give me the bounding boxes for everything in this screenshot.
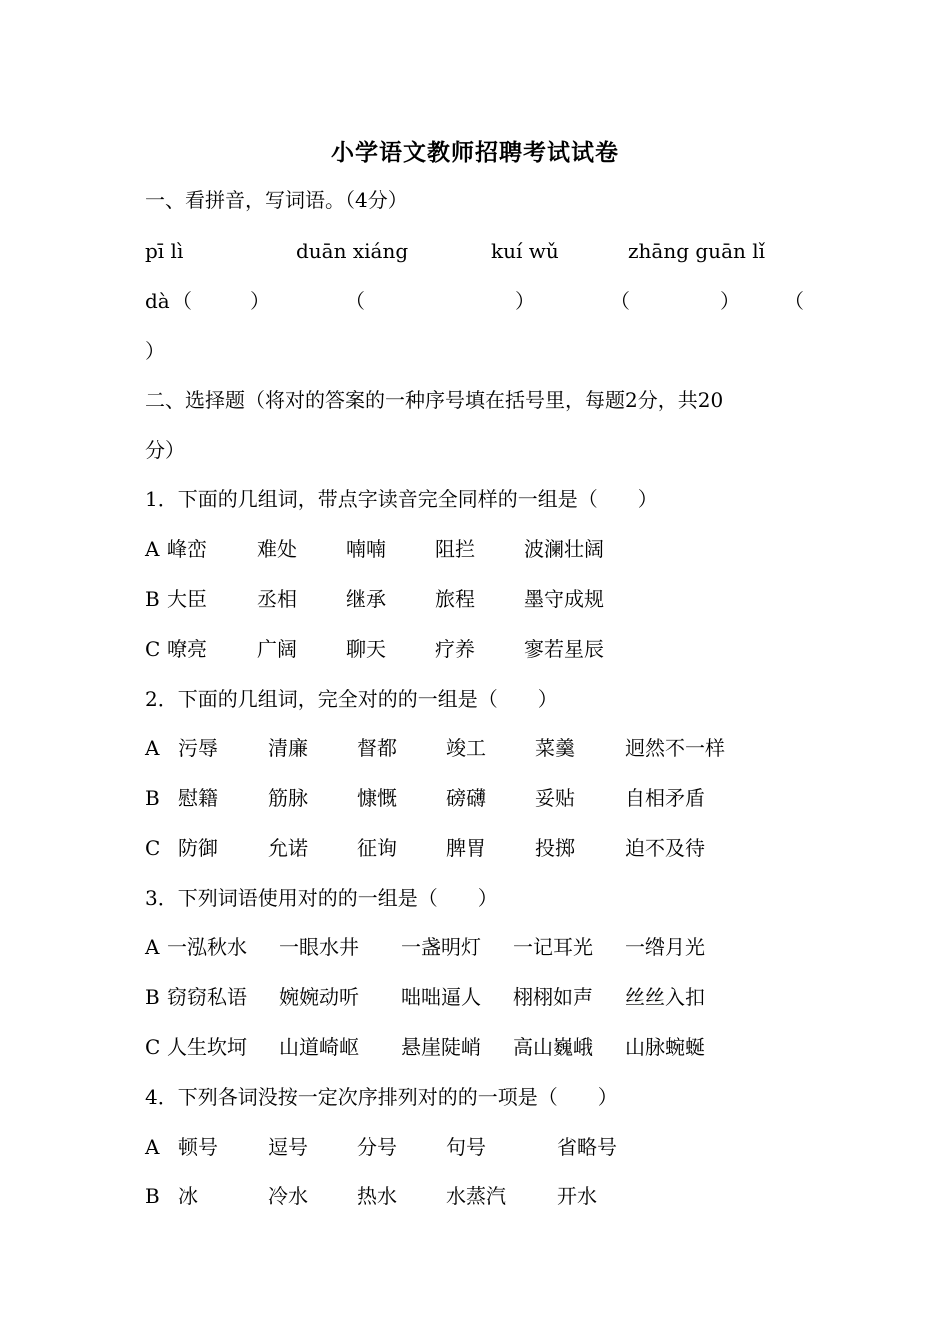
- q1-option-c-word: 嘹亮: [167, 637, 207, 661]
- q2-option-b-word: 磅礴: [446, 786, 486, 810]
- q2-option-a-word: 竣工: [446, 736, 486, 760]
- q3-option-c-word: 人生坎坷: [167, 1035, 247, 1059]
- q4-option-b-word: 冷水: [268, 1184, 308, 1208]
- q3-option-b-word: 婉婉动听: [279, 985, 359, 1009]
- q4-option-a-word: 句号: [446, 1135, 486, 1159]
- blank-1-open: （: [172, 289, 192, 313]
- q1-option-a-word: 峰峦: [167, 537, 207, 561]
- q2-option-b-word: 妥贴: [535, 786, 575, 810]
- q1-option-a-word: 难处: [257, 537, 297, 561]
- q3-option-a-word: 一绺月光: [625, 935, 705, 959]
- q2-option-a-word: 清廉: [268, 736, 308, 760]
- q2-option-c-label: C: [145, 836, 161, 860]
- section2-heading: 二、选择题（将对的答案的一种序号填在括号里，每题2分，共20: [145, 388, 724, 412]
- q3-option-a-word: 一盏明灯: [401, 935, 481, 959]
- q4-option-a-word: 省略号: [557, 1135, 617, 1159]
- blank-2-close: ）: [515, 289, 535, 313]
- q1-option-b-word: 大臣: [167, 587, 207, 611]
- q4-option-b-word: 开水: [557, 1184, 597, 1208]
- q2-option-a-word: 污辱: [178, 736, 218, 760]
- q4-option-a-word: 逗号: [268, 1135, 308, 1159]
- blank-2-open: （: [345, 289, 365, 313]
- q1-option-b-word: 丞相: [257, 587, 297, 611]
- q1-option-c-word: 广阔: [257, 637, 297, 661]
- page-title: 小学语文教师招聘考试试卷: [331, 139, 619, 166]
- q1-option-b-label: B: [145, 587, 160, 611]
- q2-option-c-word: 征询: [357, 836, 397, 860]
- q3-option-b-word: 栩栩如声: [513, 985, 593, 1009]
- question-3-stem: 3．下列词语使用对的的一组是（ ）: [145, 886, 498, 910]
- pinyin-4-cont: dà: [145, 289, 170, 313]
- q2-option-b-word: 自相矛盾: [625, 786, 705, 810]
- q3-option-a-word: 一记耳光: [513, 935, 593, 959]
- q1-option-a-word: 喃喃: [346, 537, 386, 561]
- q3-option-b-label: B: [145, 985, 160, 1009]
- q3-option-c-word: 山脉蜿蜒: [625, 1035, 705, 1059]
- q2-option-b-label: B: [145, 786, 160, 810]
- q1-option-a-word: 波澜壮阔: [524, 537, 604, 561]
- q3-option-a-label: A: [145, 935, 160, 959]
- question-2-stem: 2．下面的几组词，完全对的的一组是（ ）: [145, 687, 558, 711]
- q2-option-c-word: 允诺: [268, 836, 308, 860]
- q1-option-c-word: 聊天: [346, 637, 386, 661]
- question-1-stem: 1．下面的几组词，带点字读音完全同样的一组是（ ）: [145, 487, 658, 511]
- q2-option-b-word: 慰籍: [178, 786, 218, 810]
- q4-option-a-word: 顿号: [178, 1135, 218, 1159]
- section1-heading: 一、看拼音，写词语。（4分）: [145, 188, 408, 212]
- section2-heading-cont: 分）: [145, 438, 185, 462]
- blank-4-open: （: [784, 289, 804, 313]
- blank-3-close: ）: [720, 289, 740, 313]
- q4-option-b-label: B: [145, 1184, 160, 1208]
- q2-option-a-word: 迥然不一样: [625, 736, 725, 760]
- pinyin-4: zhāng guān lǐ: [628, 239, 766, 263]
- question-4-stem: 4．下列各词没按一定次序排列对的的一项是（ ）: [145, 1085, 618, 1109]
- q1-option-b-word: 墨守成规: [524, 587, 604, 611]
- blank-1-close: ）: [250, 289, 270, 313]
- blank-4-close: ）: [145, 339, 165, 363]
- q4-option-b-word: 热水: [357, 1184, 397, 1208]
- blank-3-open: （: [610, 289, 630, 313]
- q1-option-a-word: 阻拦: [435, 537, 475, 561]
- q2-option-c-word: 投掷: [535, 836, 575, 860]
- q3-option-c-word: 高山巍峨: [513, 1035, 593, 1059]
- q2-option-c-word: 防御: [178, 836, 218, 860]
- q3-option-c-word: 山道崎岖: [279, 1035, 359, 1059]
- q2-option-c-word: 迫不及待: [625, 836, 705, 860]
- pinyin-1: pī lì: [145, 239, 184, 263]
- q2-option-c-word: 脾胃: [446, 836, 486, 860]
- q2-option-b-word: 慷慨: [357, 786, 397, 810]
- q3-option-a-word: 一泓秋水: [167, 935, 247, 959]
- q4-option-b-word: 水蒸汽: [446, 1184, 506, 1208]
- q4-option-a-word: 分号: [357, 1135, 397, 1159]
- q1-option-c-word: 疗养: [435, 637, 475, 661]
- q1-option-b-word: 旅程: [435, 587, 475, 611]
- q2-option-b-word: 筋脉: [268, 786, 308, 810]
- q3-option-c-word: 悬崖陡峭: [401, 1035, 481, 1059]
- q1-option-c-word: 寥若星辰: [524, 637, 604, 661]
- q2-option-a-label: A: [145, 736, 160, 760]
- q1-option-a-label: A: [145, 537, 160, 561]
- pinyin-2: duān xiáng: [296, 239, 409, 263]
- q3-option-b-word: 丝丝入扣: [625, 985, 705, 1009]
- q1-option-b-word: 继承: [346, 587, 386, 611]
- q2-option-a-word: 督都: [357, 736, 397, 760]
- pinyin-3: kuí wǔ: [491, 239, 559, 263]
- q1-option-c-label: C: [145, 637, 161, 661]
- q4-option-b-word: 冰: [178, 1184, 198, 1208]
- q2-option-a-word: 菜羹: [535, 736, 575, 760]
- q3-option-b-word: 咄咄逼人: [401, 985, 481, 1009]
- q3-option-a-word: 一眼水井: [279, 935, 359, 959]
- q4-option-a-label: A: [145, 1135, 160, 1159]
- q3-option-b-word: 窃窃私语: [167, 985, 247, 1009]
- q3-option-c-label: C: [145, 1035, 161, 1059]
